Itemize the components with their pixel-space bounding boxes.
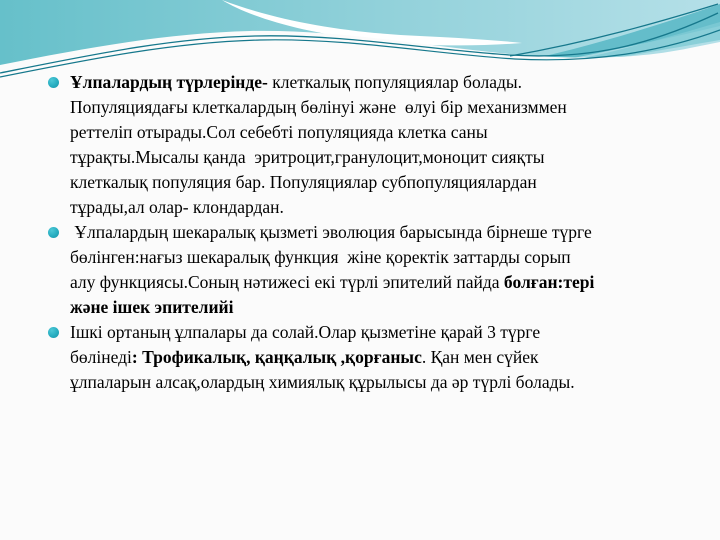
text-run: Ішкі ортаның ұлпалары да солай.Олар қызметіне қарай 3 түрге xyxy=(70,322,541,342)
text-line xyxy=(70,320,709,345)
text-run-bold: және ішек эпителийі xyxy=(70,297,234,317)
text-run-bold: Ұлпалардың түрлерінде- xyxy=(70,72,268,92)
text-line xyxy=(70,70,709,95)
text-line xyxy=(70,345,709,370)
bullet-text xyxy=(70,320,709,395)
text-run: Популяциядағы клеткалардың бөлінуі және өлуі бір механизммен xyxy=(70,97,567,117)
text-line xyxy=(70,295,709,320)
bullet-text xyxy=(70,70,709,220)
text-line xyxy=(70,220,709,245)
text-run: клеткалық популяция бар. Популяциялар субпопуляциялардан xyxy=(70,172,537,192)
text-run: клеткалық популяциялар болады. xyxy=(267,72,523,92)
bullet-item xyxy=(44,220,709,320)
bullet-icon xyxy=(48,227,59,238)
text-run: ұлпаларын алсақ,олардың химиялық құрылысы да әр түрлі болады. xyxy=(70,372,575,392)
text-run: бөлінген:нағыз шекаралық функция жіне қоректік заттарды сорып xyxy=(70,247,571,267)
bullet-item xyxy=(44,70,709,220)
text-line xyxy=(70,95,709,120)
bullet-list xyxy=(44,70,709,395)
text-run: тұрақты.Мысалы қанда эритроцит,гранулоцит,моноцит сияқты xyxy=(70,147,545,167)
text-line xyxy=(70,370,709,395)
bullet-icon xyxy=(48,327,59,338)
text-run: бөлінеді xyxy=(70,347,132,367)
text-line xyxy=(70,270,709,295)
bullet-text xyxy=(70,220,709,320)
text-line xyxy=(70,195,709,220)
text-run: . Қан мен сүйек xyxy=(421,347,539,367)
text-line xyxy=(70,170,709,195)
text-run-bold: болған:тері xyxy=(503,272,595,292)
text-line xyxy=(70,145,709,170)
text-run: реттеліп отырады.Сол себебті популяцияда клетка саны xyxy=(70,122,488,142)
text-run: Ұлпалардың шекаралық қызметі эволюция барысында бірнеше түрге xyxy=(70,222,592,242)
text-run: тұрады,ал олар- клондардан. xyxy=(70,197,284,217)
text-run: алу функциясы.Соның нәтижесі екі түрлі эпителий пайда xyxy=(70,272,504,292)
text-line xyxy=(70,245,709,270)
bullet-item xyxy=(44,320,709,395)
bullet-icon xyxy=(48,77,59,88)
text-line xyxy=(70,120,709,145)
text-run-bold: : Трофикалық, қаңқалық ,қорғаныс xyxy=(131,347,422,367)
